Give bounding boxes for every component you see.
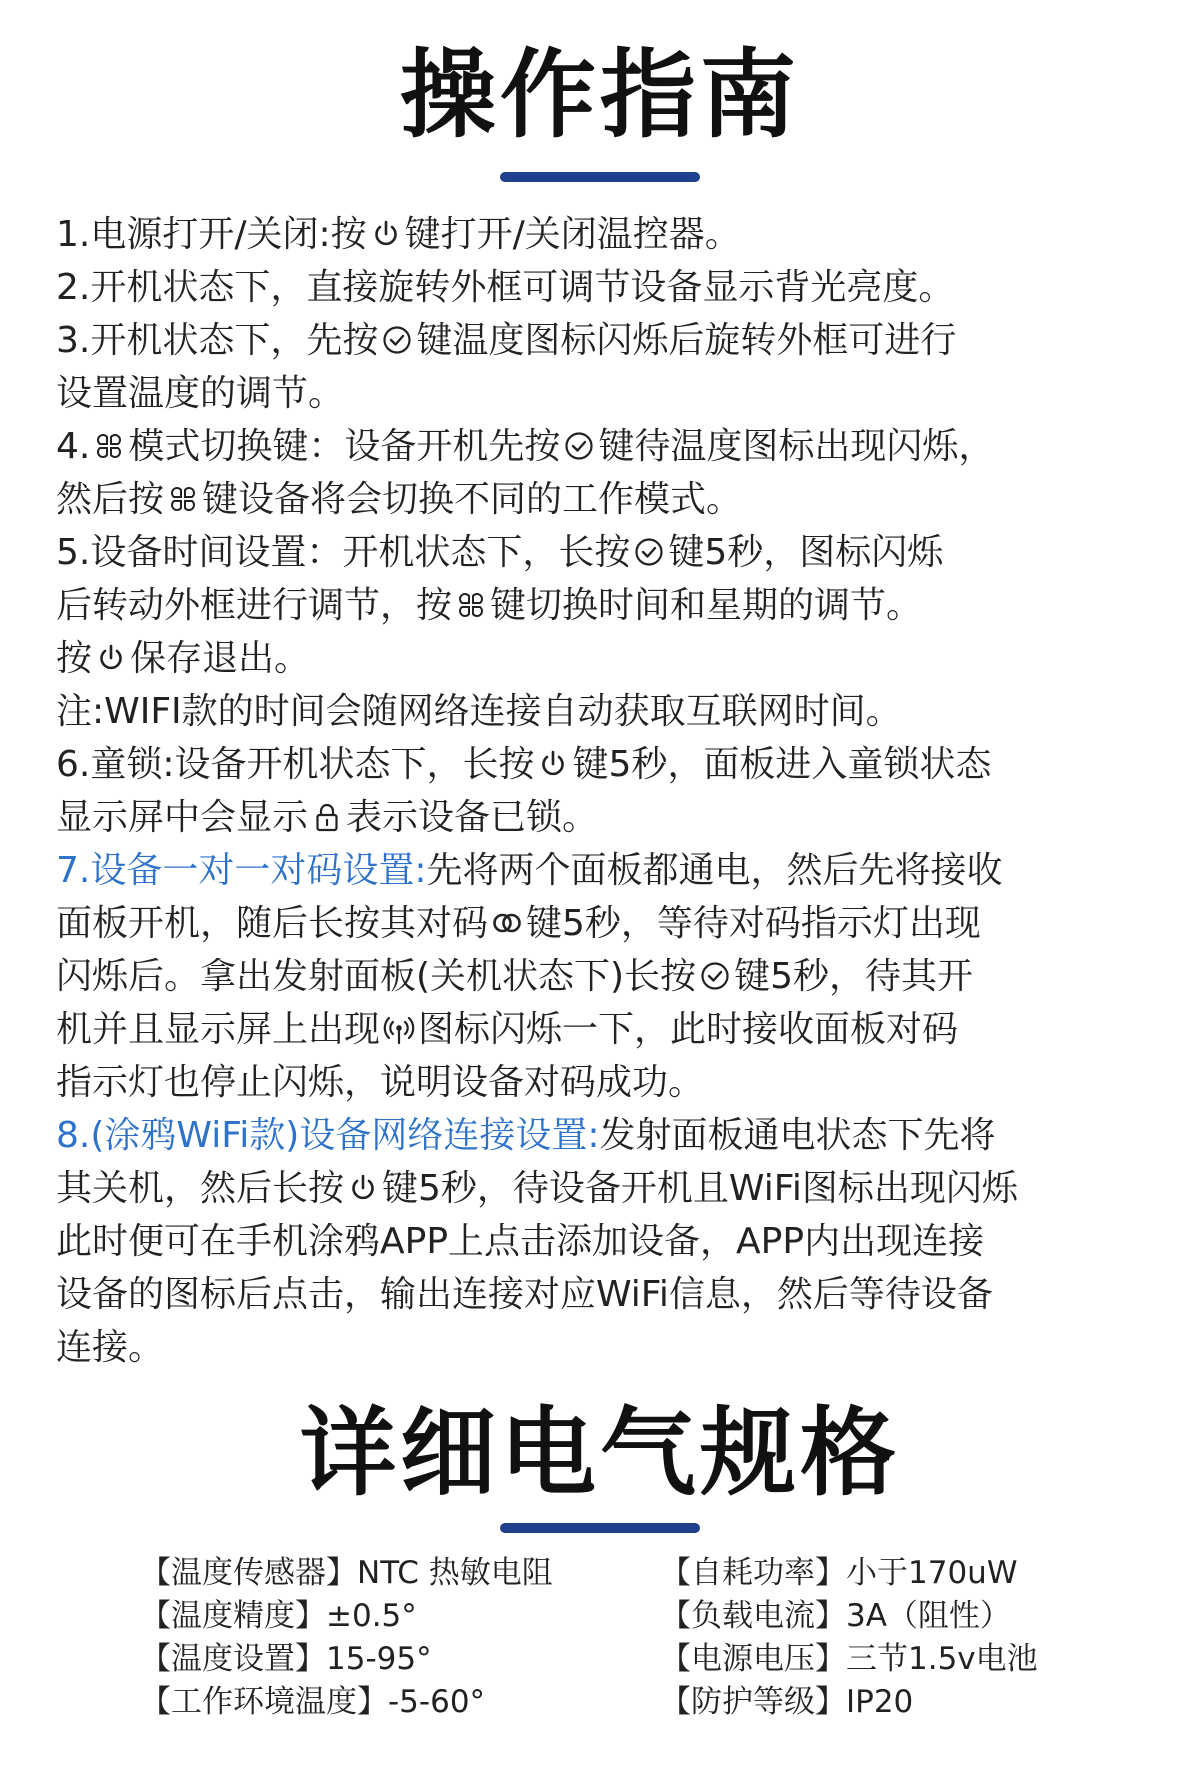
guide-line-text: 显示屏中会显示 <box>56 797 309 838</box>
spec-item: 【工作环境温度】-5-60° <box>140 1684 486 1720</box>
guide-line-text: 键5秒，待设备开机且WiFi图标出现闪烁 <box>382 1168 1018 1209</box>
guide-line-text: 设置温度的调节。 <box>56 373 345 414</box>
guide-line <box>56 1215 1156 1268</box>
spec-item: 【防护等级】IP20 <box>660 1684 914 1720</box>
guide-line <box>56 950 1156 1003</box>
guide-title: 操作指南 <box>400 39 800 151</box>
specs-left-column <box>140 1552 660 1724</box>
guide-line-text: 此时便可在手机涂鸦APP上点击添加设备，APP内出现连接 <box>56 1221 985 1262</box>
guide-line <box>56 261 1156 314</box>
spec-item: 【电源电压】三节1.5v电池 <box>660 1641 1038 1677</box>
guide-line-text: 指示灯也停止闪烁，说明设备对码成功。 <box>56 1062 705 1103</box>
guide-line-text: 4. <box>56 426 91 467</box>
guide-line-text: 然后按 <box>56 479 165 520</box>
guide-line <box>56 314 1156 367</box>
mode-icon <box>166 482 200 516</box>
guide-line <box>56 791 1156 844</box>
guide-line-text: 键打开/关闭温控器。 <box>404 214 741 255</box>
guide-line-text: 键待温度图标出现闪烁， <box>598 426 995 467</box>
guide-line-text: 设备的图标后点击，输出连接对应WiFi信息，然后等待设备 <box>56 1274 993 1315</box>
pair-icon <box>490 906 524 940</box>
power-icon <box>94 641 128 675</box>
guide-line-text: 6.童锁:设备开机状态下，长按 <box>56 744 535 785</box>
guide-line-text: 键设备将会切换不同的工作模式。 <box>202 479 743 520</box>
guide-line-text: 注:WIFI款的时间会随网络连接自动获取互联网时间。 <box>56 691 902 732</box>
spec-item: 【自耗功率】小于170uW <box>660 1555 1018 1591</box>
guide-line <box>56 1056 1156 1109</box>
guide-line <box>56 473 1156 526</box>
power-icon <box>346 1171 380 1205</box>
signal-icon <box>382 1012 416 1046</box>
guide-line <box>56 738 1156 791</box>
check-circle-icon <box>698 959 732 993</box>
guide-line-text: 3.开机状态下，先按 <box>56 320 379 361</box>
specs-right-column <box>660 1552 1180 1724</box>
guide-line-text: 2.开机状态下，直接旋转外框可调节设备显示背光亮度。 <box>56 267 955 308</box>
spec-item: 【温度设置】15-95° <box>140 1641 432 1677</box>
guide-line-text: 机并且显示屏上出现 <box>56 1009 381 1050</box>
guide-line <box>56 1162 1156 1215</box>
guide-line-text: 键5秒，等待对码指示灯出现 <box>526 903 981 944</box>
guide-line-text: 模式切换键：设备开机先按 <box>128 426 561 467</box>
guide-line-heading: 7.设备一对一对码设置: <box>56 850 427 891</box>
guide-line-text: 键5秒，待其开 <box>734 956 973 997</box>
guide-line-text: 5.设备时间设置：开机状态下，长按 <box>56 532 631 573</box>
guide-line <box>56 208 1156 261</box>
spec-item: 【负载电流】3A（阻性） <box>660 1598 1011 1634</box>
mode-icon <box>454 588 488 622</box>
guide-line-text: 1.电源打开/关闭:按 <box>56 214 367 255</box>
guide-line <box>56 1321 1156 1374</box>
power-icon <box>536 747 570 781</box>
guide-line-text: 键温度图标闪烁后旋转外框可进行 <box>416 320 957 361</box>
guide-line <box>56 1109 1156 1162</box>
guide-line-text: 发射面板通电状态下先将 <box>599 1115 996 1156</box>
guide-line-text: 键5秒，图标闪烁 <box>668 532 944 573</box>
specs-title-underline <box>500 1523 700 1533</box>
guide-line <box>56 420 1156 473</box>
lock-icon <box>310 800 344 834</box>
spec-item: 【温度精度】±0.5° <box>140 1598 417 1634</box>
guide-line <box>56 685 1156 738</box>
mode-icon <box>92 429 126 463</box>
specs-title: 详细电气规格 <box>300 1397 900 1509</box>
guide-line-text: 连接。 <box>56 1327 165 1368</box>
guide-line <box>56 632 1156 685</box>
guide-line <box>56 579 1156 632</box>
guide-instructions <box>56 208 1156 1374</box>
check-circle-icon <box>632 535 666 569</box>
check-circle-icon <box>380 323 414 357</box>
guide-line <box>56 1268 1156 1321</box>
guide-line <box>56 897 1156 950</box>
guide-line-text: 键切换时间和星期的调节。 <box>490 585 923 626</box>
guide-line-text: 后转动外框进行调节，按 <box>56 585 453 626</box>
guide-line-text: 闪烁后。拿出发射面板(关机状态下)长按 <box>56 956 697 997</box>
guide-line <box>56 844 1156 897</box>
check-circle-icon <box>562 429 596 463</box>
guide-title-underline <box>500 172 700 182</box>
guide-line <box>56 367 1156 420</box>
guide-line-text: 图标闪烁一下，此时接收面板对码 <box>418 1009 959 1050</box>
guide-line-text: 其关机，然后长按 <box>56 1168 345 1209</box>
guide-line-heading: 8.(涂鸦WiFi款)设备网络连接设置: <box>56 1115 600 1156</box>
guide-line-text: 表示设备已锁。 <box>346 797 599 838</box>
power-icon <box>369 217 403 251</box>
guide-line-text: 键5秒，面板进入童锁状态 <box>572 744 992 785</box>
spec-item: 【温度传感器】NTC 热敏电阻 <box>140 1555 553 1591</box>
guide-line <box>56 526 1156 579</box>
guide-line <box>56 1003 1156 1056</box>
guide-line-text: 面板开机，随后长按其对码 <box>56 903 489 944</box>
guide-line-text: 先将两个面板都通电，然后先将接收 <box>426 850 1003 891</box>
guide-line-text: 按 <box>56 638 93 679</box>
guide-line-text: 保存退出。 <box>130 638 311 679</box>
